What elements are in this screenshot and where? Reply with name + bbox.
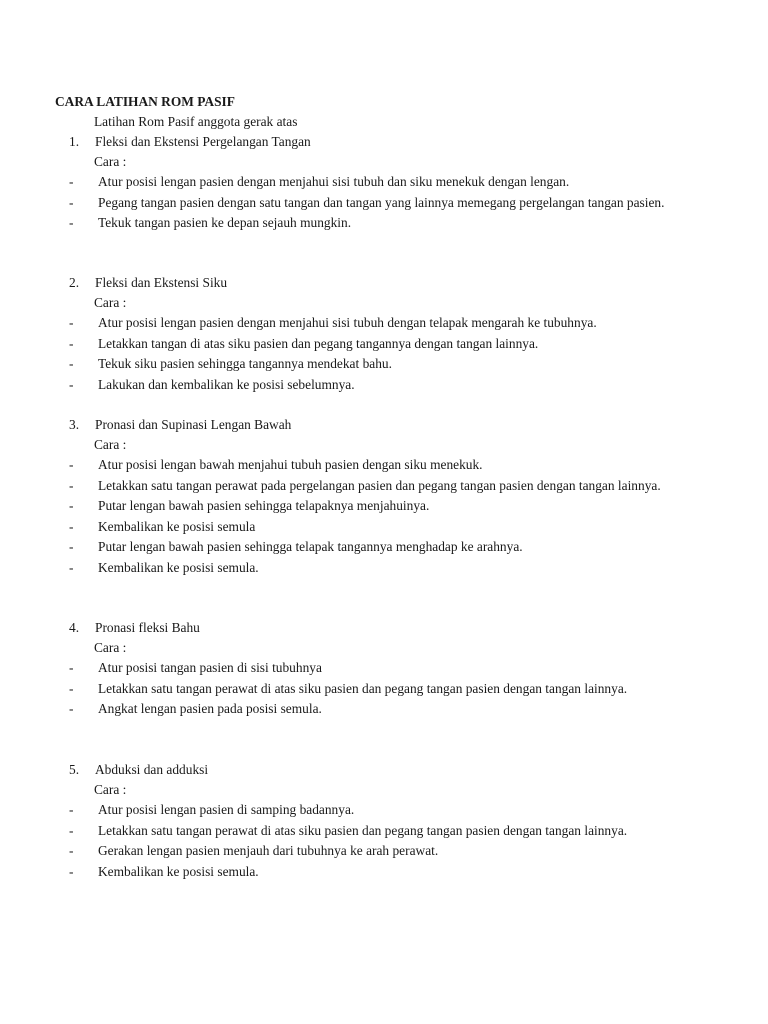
section-heading (0, 415, 768, 435)
bullet-dash: - (69, 335, 74, 351)
list-item (0, 313, 768, 334)
section-heading (0, 618, 768, 638)
list-item-text: Putar lengan bawah pasien sehingga telapak tangannya menghadap ke arahnya. (98, 539, 523, 554)
list-item (0, 658, 768, 679)
list-item (0, 821, 768, 842)
bullet-dash: - (69, 174, 74, 189)
list-item-text: Kembalikan ke posisi semula. (98, 863, 259, 879)
list-item (0, 800, 768, 821)
list-item-text: Tekuk tangan pasien ke depan sejauh mungkin. (98, 215, 352, 230)
list-item-text: Tekuk siku pasien sehingga tangannya mendekat bahu. (98, 356, 392, 371)
list-item (0, 193, 768, 214)
bullet-dash: - (69, 843, 74, 858)
list-item-text: Putar lengan bawah pasien sehingga telapaknya menjahuinya. (98, 498, 430, 513)
bullet-dash: - (69, 660, 74, 675)
section-title: Pronasi dan Supinasi Lengan Bawah (95, 417, 292, 432)
list-item (0, 558, 768, 579)
section-number: 4. (69, 620, 80, 635)
section-5 (0, 760, 768, 882)
bullet-dash: - (69, 539, 74, 554)
section-heading (0, 132, 768, 152)
bullet-dash: - (69, 477, 74, 493)
section-4 (0, 618, 768, 720)
list-item-text: Angkat lengan pasien pada posisi semula. (98, 701, 322, 716)
section-title: Fleksi dan Ekstensi Pergelangan Tangan (95, 134, 311, 149)
bullet-dash: - (69, 356, 74, 371)
cara-label: Cara : (94, 640, 127, 655)
section-heading (0, 273, 768, 293)
document-intro: Latihan Rom Pasif anggota gerak atas (94, 114, 298, 129)
bullet-dash: - (69, 194, 74, 210)
list-item-text: Letakkan satu tangan perawat di atas siku pasien dan pegang tangan pasien dengan tangan lainnya. (98, 822, 628, 838)
section-number: 3. (69, 417, 80, 432)
bullet-dash: - (69, 559, 74, 575)
list-item-text: Gerakan lengan pasien menjauh dari tubuhnya ke arah perawat. (98, 843, 439, 858)
list-item (0, 862, 768, 883)
list-item (0, 354, 768, 375)
list-item-text: Atur posisi tangan pasien di sisi tubuhnya (98, 660, 322, 675)
list-item (0, 375, 768, 396)
list-item (0, 455, 768, 476)
list-item-text: Atur posisi lengan pasien dengan menjahui sisi tubuh dan siku menekuk dengan lengan. (98, 174, 570, 189)
list-item-text: Kembalikan ke posisi semula. (98, 559, 259, 575)
cara-label: Cara : (94, 154, 127, 169)
list-item-text: Letakkan satu tangan perawat pada pergelangan pasien dan pegang tangan pasien dengan tangan lainnya. (98, 477, 661, 493)
document-title: CARA LATIHAN ROM PASIF (55, 94, 235, 109)
section-heading (0, 760, 768, 780)
bullet-dash: - (69, 376, 74, 392)
list-item (0, 679, 768, 700)
bullet-dash: - (69, 518, 74, 534)
section-number: 1. (69, 134, 80, 149)
bullet-dash: - (69, 701, 74, 716)
list-item (0, 213, 768, 234)
bullet-dash: - (69, 680, 74, 696)
list-item (0, 334, 768, 355)
list-item-text: Letakkan tangan di atas siku pasien dan pegang tangannya dengan tangan lainnya. (98, 335, 539, 351)
list-item-text: Atur posisi lengan pasien dengan menjahui sisi tubuh dengan telapak mengarah ke tubuhnya. (98, 315, 597, 330)
list-item (0, 496, 768, 517)
bullet-dash: - (69, 498, 74, 513)
section-title: Fleksi dan Ekstensi Siku (95, 275, 228, 290)
list-item-text: Lakukan dan kembalikan ke posisi sebelumnya. (98, 376, 355, 392)
list-item (0, 841, 768, 862)
section-title: Pronasi fleksi Bahu (95, 620, 200, 635)
bullet-dash: - (69, 457, 74, 472)
bullet-dash: - (69, 215, 74, 230)
list-item (0, 537, 768, 558)
list-item (0, 172, 768, 193)
bullet-dash: - (69, 315, 74, 330)
list-item (0, 517, 768, 538)
section-number: 5. (69, 762, 80, 777)
list-item-text: Kembalikan ke posisi semula (98, 518, 256, 534)
cara-label: Cara : (94, 437, 127, 452)
bullet-dash: - (69, 822, 74, 838)
cara-label: Cara : (94, 782, 127, 797)
section-1 (0, 132, 768, 234)
list-item (0, 476, 768, 497)
section-number: 2. (69, 275, 80, 290)
list-item-text: Pegang tangan pasien dengan satu tangan dan tangan yang lainnya memegang pergelangan tangan pasien. (98, 194, 665, 210)
list-item (0, 699, 768, 720)
section-3 (0, 415, 768, 578)
list-item-text: Atur posisi lengan bawah menjahui tubuh pasien dengan siku menekuk. (98, 457, 483, 472)
bullet-dash: - (69, 863, 74, 879)
list-item-text: Atur posisi lengan pasien di samping badannya. (98, 802, 355, 817)
bullet-dash: - (69, 802, 74, 817)
section-2 (0, 273, 768, 395)
list-item-text: Letakkan satu tangan perawat di atas siku pasien dan pegang tangan pasien dengan tangan lainnya. (98, 680, 628, 696)
cara-label: Cara : (94, 295, 127, 310)
section-title: Abduksi dan adduksi (95, 762, 209, 777)
